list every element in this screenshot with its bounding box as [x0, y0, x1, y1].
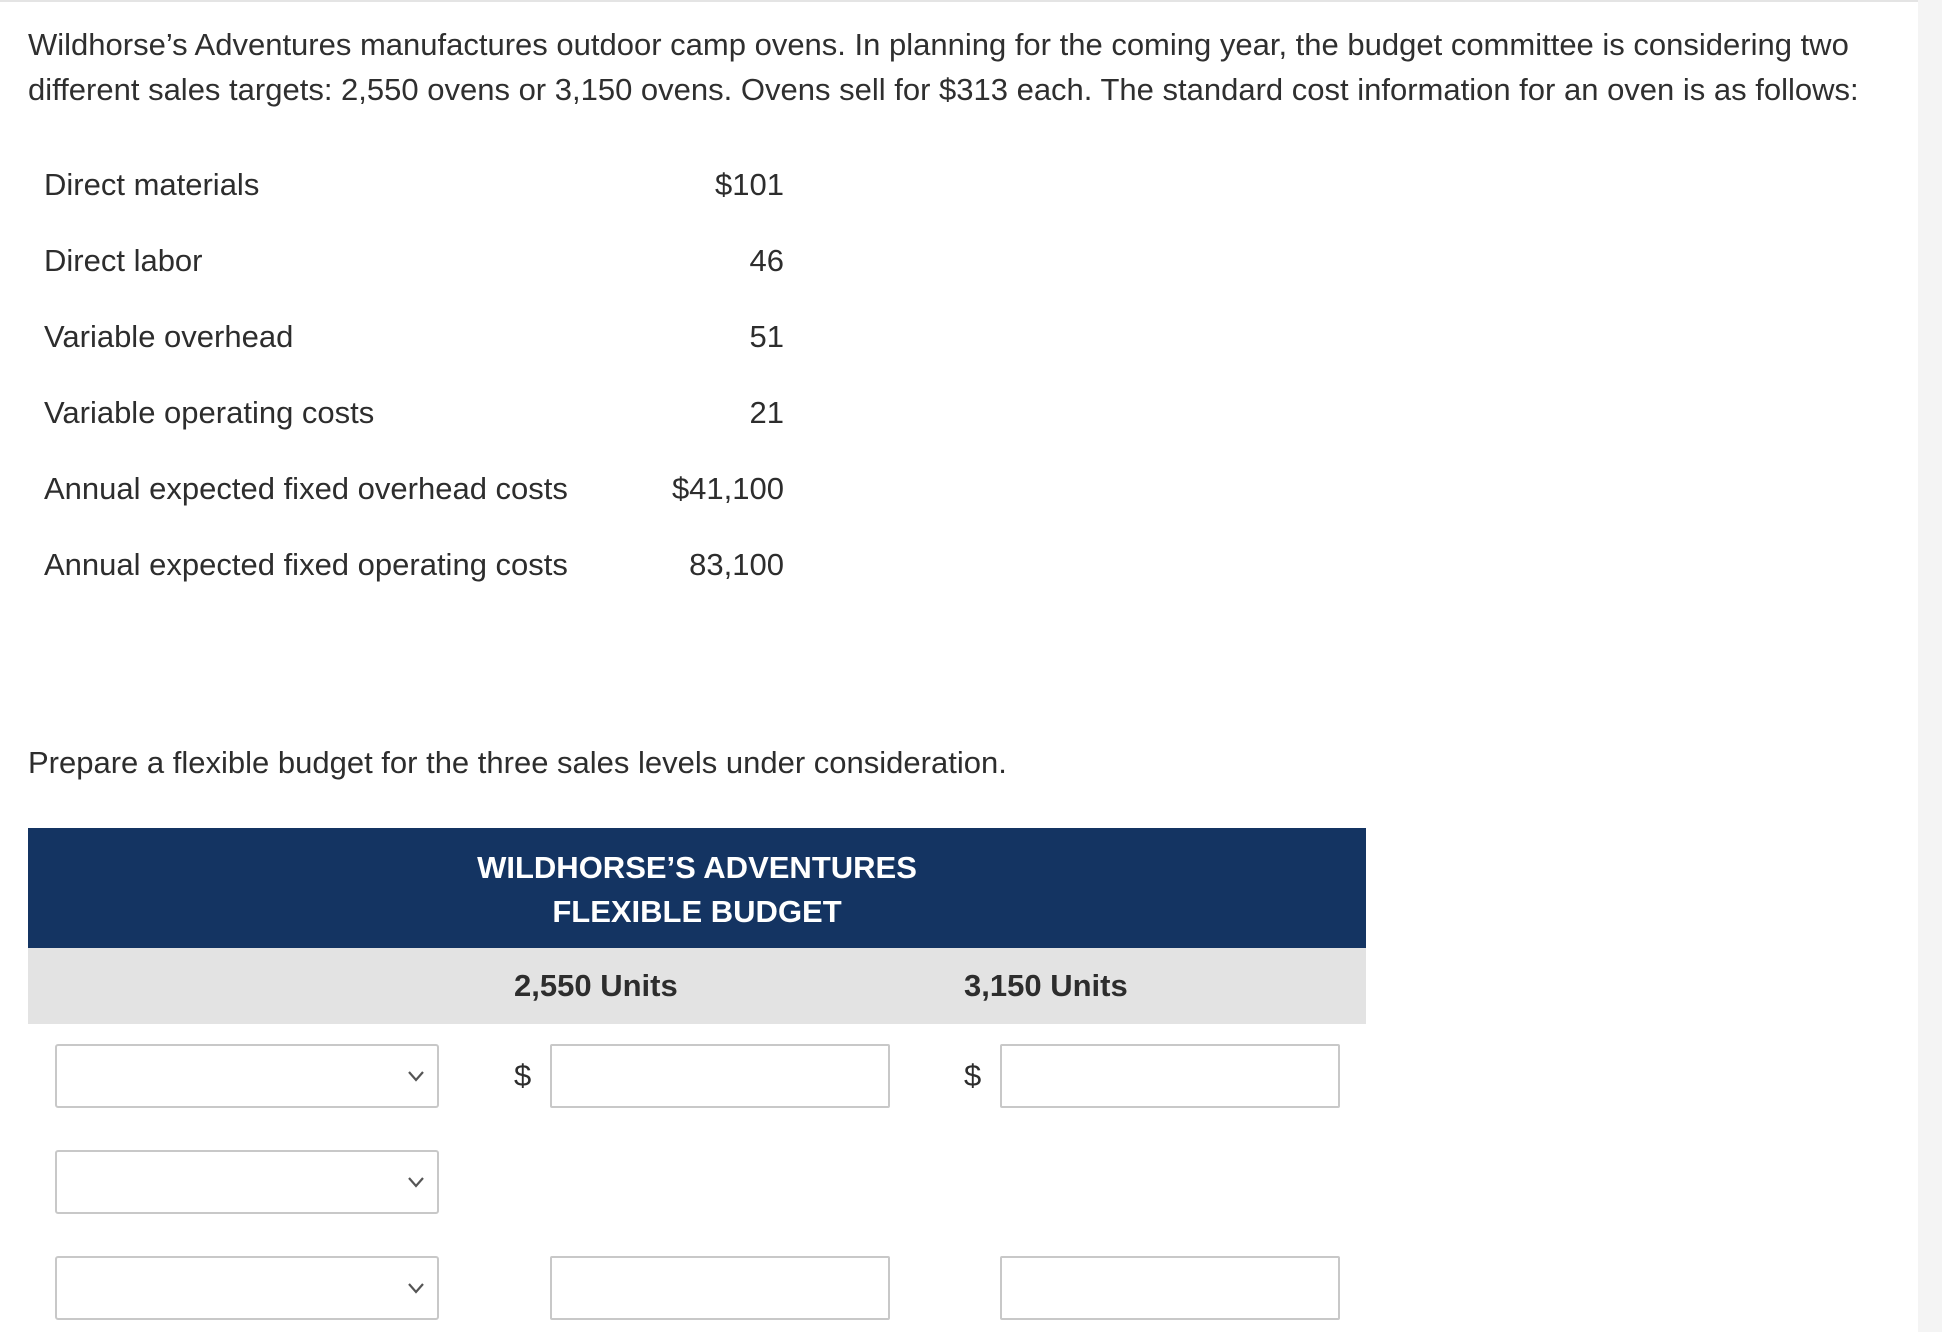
cost-value: 46 [749, 243, 784, 278]
cost-value: 21 [749, 395, 784, 430]
line-item-select[interactable] [55, 1044, 439, 1108]
cost-row [44, 312, 784, 362]
column-header-3150: 3,150 Units [964, 968, 1128, 1003]
company-name: WILDHORSE’S ADVENTURES [477, 850, 917, 885]
chevron-down-icon [405, 1276, 427, 1302]
budget-header [28, 828, 1366, 948]
cost-row [44, 236, 784, 286]
budget-title [28, 846, 1366, 934]
amount-input-2550[interactable] [550, 1044, 890, 1108]
line-item-select[interactable] [55, 1150, 439, 1214]
scrollbar-track[interactable] [1918, 0, 1942, 1332]
problem-statement: Wildhorse’s Adventures manufactures outdoor camp ovens. In planning for the coming year, the budget committee is considering two different sales targets: 2,550 ovens or 3,150 ovens. Ovens sell for $313 each. The standard cost information for an oven is as follows: [28, 27, 1859, 107]
column-header-row [28, 948, 1366, 1024]
budget-name: FLEXIBLE BUDGET [552, 894, 842, 929]
cost-value: 51 [749, 319, 784, 354]
top-divider [0, 0, 1942, 2]
line-item-select[interactable] [55, 1256, 439, 1320]
cost-row [44, 464, 784, 514]
chevron-down-icon [405, 1170, 427, 1196]
cost-row [44, 540, 784, 590]
cost-value: 83,100 [689, 547, 784, 582]
cost-row [44, 160, 784, 210]
instruction-text: Prepare a flexible budget for the three sales levels under consideration. [28, 745, 1007, 780]
cost-label: Variable overhead [44, 319, 294, 354]
cost-label: Direct materials [44, 167, 260, 202]
currency-symbol: $ [964, 1058, 982, 1093]
amount-input-3150[interactable] [1000, 1044, 1340, 1108]
cost-label: Annual expected fixed overhead costs [44, 471, 568, 506]
cost-label: Annual expected fixed operating costs [44, 547, 568, 582]
cost-value: $101 [715, 167, 784, 202]
column-header-2550: 2,550 Units [514, 968, 678, 1003]
amount-input-3150[interactable] [1000, 1256, 1340, 1320]
cost-value: $41,100 [671, 471, 784, 506]
cost-row [44, 388, 784, 438]
chevron-down-icon [405, 1064, 427, 1090]
cost-label: Direct labor [44, 243, 203, 278]
currency-symbol: $ [514, 1058, 532, 1093]
cost-label: Variable operating costs [44, 395, 375, 430]
amount-input-2550[interactable] [550, 1256, 890, 1320]
